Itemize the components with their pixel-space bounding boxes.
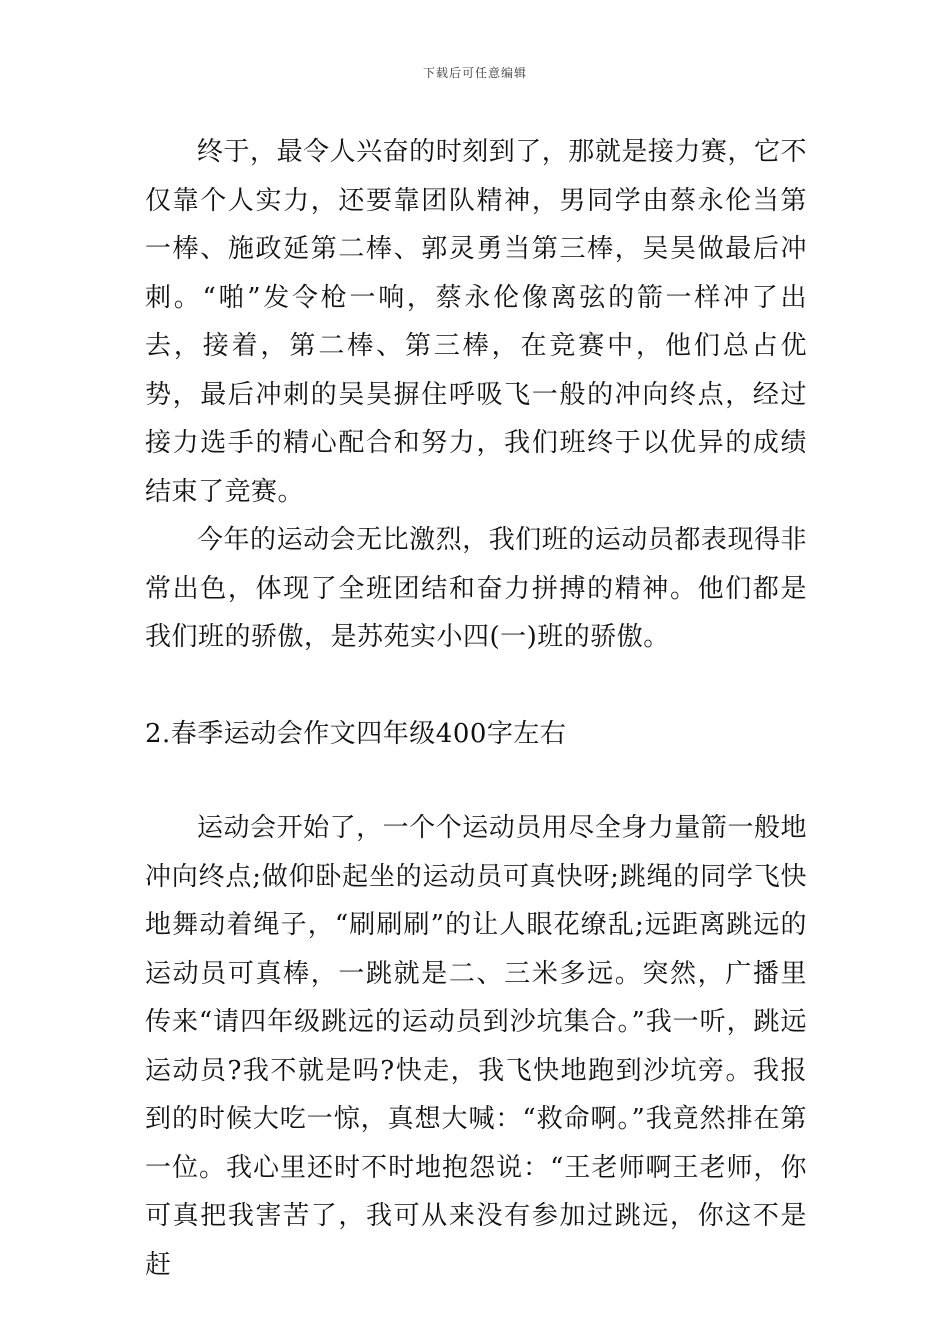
page-header-note: 下载后可任意编辑 <box>422 66 527 80</box>
document-body <box>145 128 807 1289</box>
paragraph-sports-meet: 运动会开始了，一个个运动员用尽全身力量箭一般地冲向终点;做仰卧起坐的运动员可真快呀;跳绳的同学飞快地舞动着绳子，“刷刷刷”的让人眼花缭乱;远距离跳远的运动员可真棒，一跳就是二、三米多远。突然，广播里传来“请四年级跳远的运动员到沙坑集合。”我一听，跳远运动员?我不就是吗?快走，我飞快地跑到沙坑旁。我报到的时候大吃一惊，真想大喊：“救命啊。”我竟然排在第一位。我心里还时不时地抱怨说：“王老师啊王老师，你可真把我害苦了，我可从来没有参加过跳远，你这不是赶 <box>145 813 807 1280</box>
section-heading: 2.春季运动会作文四年级400字左右 <box>145 718 567 749</box>
paragraph-conclusion: 今年的运动会无比激烈，我们班的运动员都表现得非常出色，体现了全班团结和奋力拼搏的精神。他们都是我们班的骄傲，是苏苑实小四(一)班的骄傲。 <box>145 525 807 652</box>
paragraph-relay-race: 终于，最令人兴奋的时刻到了，那就是接力赛，它不仅靠个人实力，还要靠团队精神，男同学由蔡永伦当第一棒、施政延第二棒、郭灵勇当第三棒，吴昊做最后冲刺。“啪”发令枪一响，蔡永伦像离弦的箭一样冲了出去，接着，第二棒、第三棒，在竞赛中，他们总占优势，最后冲刺的吴昊摒住呼吸飞一般的冲向终点，经过接力选手的精心配合和努力，我们班终于以优异的成绩结束了竞赛。 <box>145 137 807 507</box>
